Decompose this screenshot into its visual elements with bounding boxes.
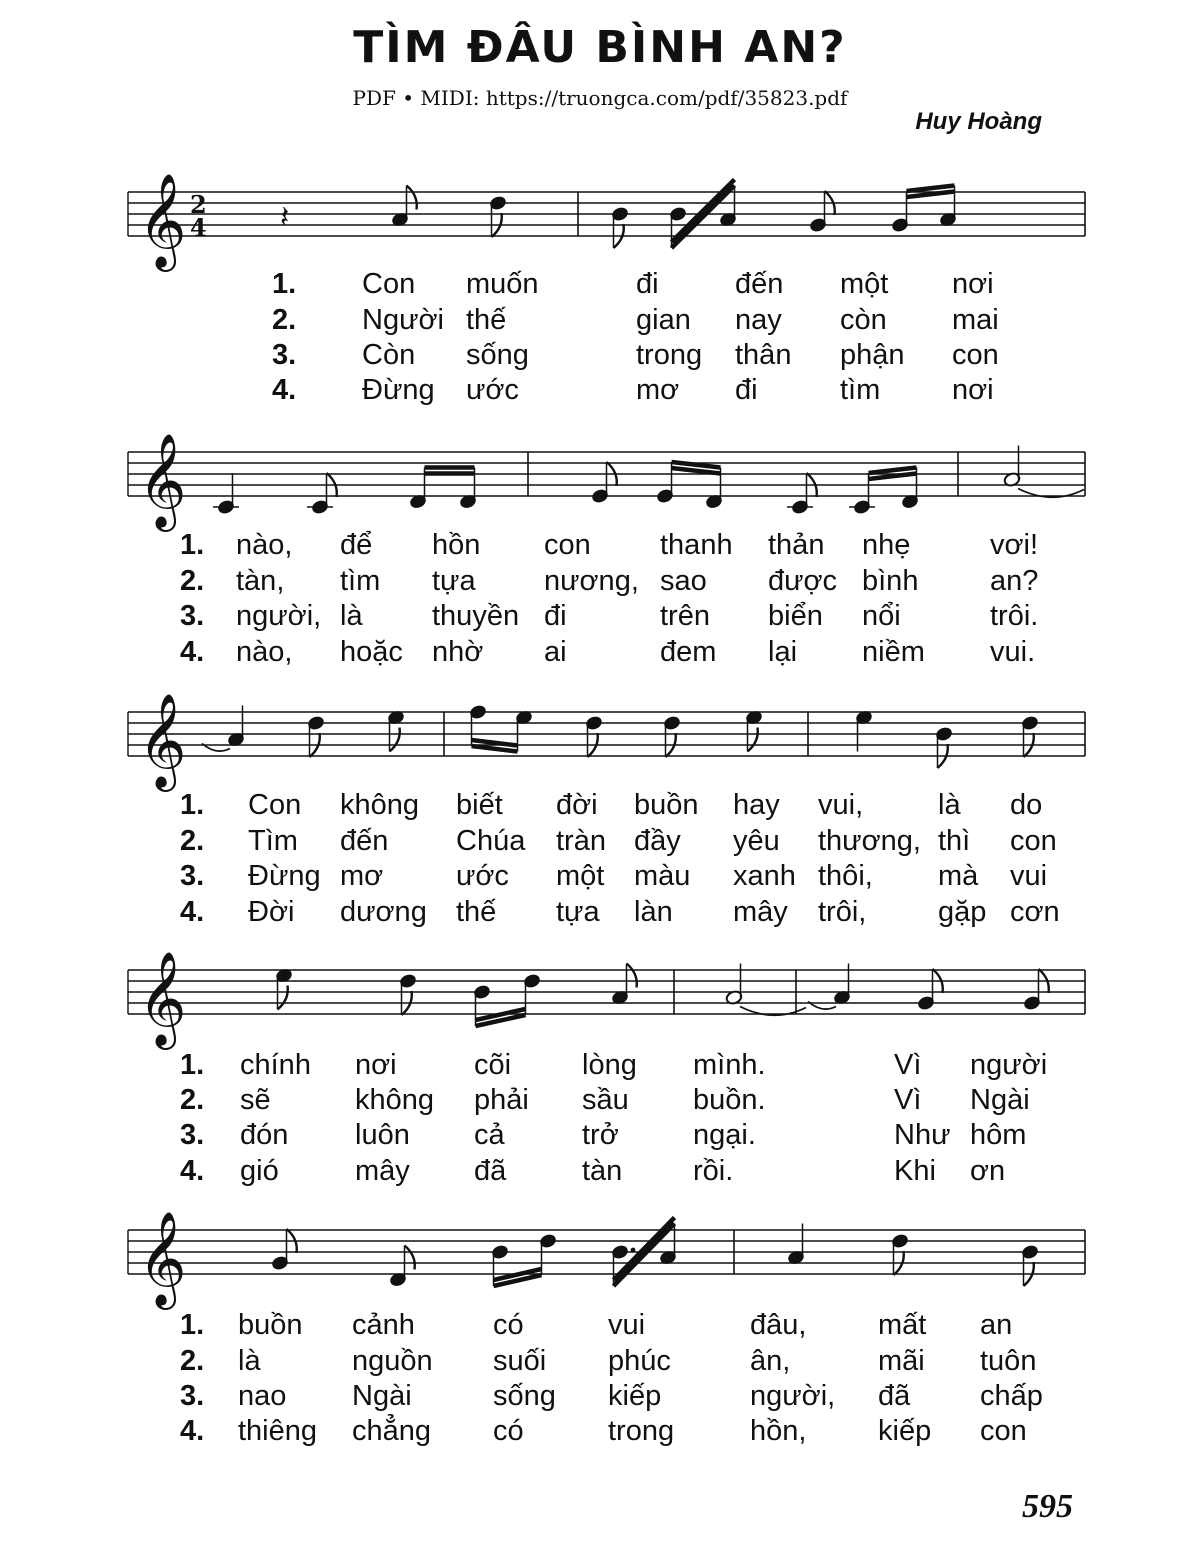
lyric-word: mây (733, 896, 788, 928)
song-title: TÌM ĐÂU BÌNH AN? (353, 22, 847, 73)
lyric-word: thế (466, 304, 507, 336)
lyric-word: hoặc (340, 636, 403, 668)
lyric-word: vui (608, 1309, 646, 1341)
treble-clef-icon: 𝄞 (138, 693, 187, 788)
lyric-word: được (768, 565, 838, 597)
lyric-word: biển (768, 600, 823, 632)
verse-number: 3. (272, 339, 297, 371)
lyric-line (0, 268, 1200, 304)
lyric-word: lại (768, 636, 798, 668)
verse-number: 1. (180, 529, 205, 561)
lyric-word: xanh (733, 860, 796, 892)
lyric-line (0, 1119, 1200, 1155)
lyric-word: cảnh (352, 1309, 415, 1341)
lyric-word: chẳng (352, 1415, 432, 1447)
lyric-line (0, 339, 1200, 375)
lyric-word: Như (894, 1119, 951, 1151)
note-flag (407, 186, 417, 210)
lyric-word: thiêng (238, 1415, 318, 1447)
lyric-word: sầu (582, 1084, 629, 1116)
lyric-line (0, 1380, 1200, 1416)
lyric-word: Con (248, 789, 302, 821)
lyric-word: ngại. (693, 1119, 756, 1151)
lyric-word: ước (456, 860, 509, 892)
lyric-line (0, 1345, 1200, 1381)
lyric-word: là (340, 600, 363, 632)
lyric-word: thì (938, 825, 971, 857)
lyric-word: mơ (636, 374, 680, 406)
lyric-word: ân, (750, 1345, 791, 1377)
lyric-word: chính (240, 1049, 311, 1081)
lyric-word: cả (474, 1119, 505, 1151)
lyric-line (0, 600, 1200, 636)
verse-number: 2. (180, 1084, 205, 1116)
lyric-word: ước (466, 374, 519, 406)
lyric-word: phúc (608, 1345, 671, 1377)
lyric-word: tìm (840, 374, 881, 406)
lyric-word: có (493, 1415, 524, 1447)
lyric-word: do (1010, 789, 1043, 821)
lyric-line (0, 304, 1200, 340)
lyric-word: nhẹ (862, 529, 911, 561)
lyric-word: thản (768, 529, 825, 561)
lyric-word: vui (1010, 860, 1048, 892)
treble-clef-icon: 𝄞 (138, 173, 187, 268)
lyric-word: đi (636, 268, 659, 300)
lyric-word: con (952, 339, 999, 371)
lyric-word: trở (582, 1119, 619, 1151)
lyric-word: còn (840, 304, 887, 336)
treble-clef-icon: 𝄞 (138, 951, 187, 1046)
lyric-word: trôi, (818, 896, 867, 928)
lyric-line (0, 1155, 1200, 1191)
lyric-word: cơn (1010, 896, 1060, 928)
verse-number: 3. (180, 860, 205, 892)
lyric-word: nào, (236, 636, 293, 668)
lyric-word: phận (840, 339, 905, 371)
lyric-word: chấp (980, 1380, 1043, 1412)
lyric-word: đầy (634, 825, 681, 857)
lyric-word: tựa (432, 565, 476, 597)
lyric-word: thôi, (818, 860, 873, 892)
verse-number: 1. (180, 1309, 205, 1341)
lyric-line (0, 896, 1200, 932)
note-flag (748, 728, 758, 752)
lyric-word: có (493, 1309, 524, 1341)
lyric-word: ai (544, 636, 567, 668)
lyric-word: thương, (818, 825, 921, 857)
lyric-line (0, 825, 1200, 861)
lyric-word: đời (556, 789, 598, 821)
verse-number: 2. (180, 825, 205, 857)
composer-name: Huy Hoàng (915, 108, 1042, 135)
note-flag (390, 728, 400, 752)
lyric-word: nơi (952, 374, 994, 406)
lyric-word: nay (735, 304, 782, 336)
lyric-word: tàn (582, 1155, 623, 1187)
lyric-word: niềm (862, 636, 925, 668)
lyric-word: Đời (248, 896, 295, 928)
lyric-word: bình (862, 565, 919, 597)
lyric-word: hôm (970, 1119, 1027, 1151)
lyric-word: Vì (894, 1084, 922, 1116)
lyric-word: thế (456, 896, 497, 928)
lyric-word: Đừng (248, 860, 321, 892)
lyric-line (0, 1415, 1200, 1451)
lyric-word: màu (634, 860, 691, 892)
lyric-word: đâu, (750, 1309, 807, 1341)
lyric-word: để (340, 529, 373, 561)
verse-number: 2. (272, 304, 297, 336)
lyric-word: gặp (938, 896, 987, 928)
lyric-word: vui. (990, 636, 1036, 668)
lyric-word: trên (660, 600, 710, 632)
lyric-word: Chúa (456, 825, 526, 857)
lyric-word: sống (493, 1380, 556, 1412)
lyric-word: người, (236, 600, 322, 632)
note-flag (627, 964, 637, 988)
lyric-word: gió (240, 1155, 279, 1187)
lyric-line (0, 1049, 1200, 1085)
lyric-word: tựa (556, 896, 600, 928)
verse-number: 1. (180, 789, 205, 821)
lyric-word: người, (750, 1380, 836, 1412)
lyric-word: tìm (340, 565, 381, 597)
verse-number: 4. (180, 636, 205, 668)
lyric-word: an (980, 1309, 1013, 1341)
lyric-word: sống (466, 339, 529, 371)
treble-clef-icon: 𝄞 (138, 1211, 187, 1306)
lyric-word: đi (735, 374, 758, 406)
lyric-word: nổi (862, 600, 901, 632)
verse-number: 4. (180, 896, 205, 928)
lyric-word: hồn (432, 529, 481, 561)
lyric-word: Người (362, 304, 444, 336)
lyric-word: phải (474, 1084, 529, 1116)
verse-number: 3. (180, 600, 205, 632)
lyric-word: nhờ (432, 636, 484, 668)
lyric-word: vui, (818, 789, 864, 821)
lyric-word: Ngài (970, 1084, 1030, 1116)
lyric-word: gian (636, 304, 691, 336)
lyric-word: yêu (733, 825, 780, 857)
lyric-word: suối (493, 1345, 547, 1377)
lyric-word: là (938, 789, 961, 821)
lyric-word: dương (340, 896, 427, 928)
lyric-word: làn (634, 896, 673, 928)
verse-number: 3. (180, 1119, 205, 1151)
lyric-word: nơi (355, 1049, 397, 1081)
lyric-word: đi (544, 600, 567, 632)
lyric-word: một (556, 860, 605, 892)
lyric-word: mơ (340, 860, 384, 892)
lyric-word: an? (990, 565, 1039, 597)
lyric-line (0, 860, 1200, 896)
lyric-word: thân (735, 339, 792, 371)
lyric-word: trong (608, 1415, 675, 1447)
lyric-line (0, 1309, 1200, 1345)
lyric-word: rồi. (693, 1155, 734, 1187)
lyric-word: mình. (693, 1049, 766, 1081)
quarter-rest-icon: 𝄽 (280, 200, 290, 236)
lyric-word: nào, (236, 529, 293, 561)
lyric-word: Vì (894, 1049, 922, 1081)
verse-number: 3. (180, 1380, 205, 1412)
lyric-word: Con (362, 268, 416, 300)
lyric-word: nao (238, 1380, 287, 1412)
time-signature-top: 2 (190, 190, 207, 219)
lyric-word: sao (660, 565, 707, 597)
lyric-word: tràn (556, 825, 606, 857)
lyric-word: thanh (660, 529, 733, 561)
lyric-word: vơi! (990, 529, 1039, 561)
lyric-word: không (340, 789, 420, 821)
lyric-word: tuôn (980, 1345, 1037, 1377)
lyric-word: mây (355, 1155, 410, 1187)
lyric-word: người (970, 1049, 1048, 1081)
lyric-word: sẽ (240, 1084, 271, 1116)
lyric-word: thuyền (432, 600, 520, 632)
lyric-word: nguồn (352, 1345, 433, 1377)
lyric-word: ơn (970, 1155, 1006, 1187)
lyric-line (0, 565, 1200, 601)
lyric-word: Còn (362, 339, 416, 371)
verse-number: 2. (180, 565, 205, 597)
lyric-line (0, 374, 1200, 410)
lyric-word: không (355, 1084, 435, 1116)
lyric-word: mất (878, 1309, 927, 1341)
lyric-word: tàn, (236, 565, 285, 597)
lyric-word: một (840, 268, 889, 300)
source-link[interactable]: PDF • MIDI: https://truongca.com/pdf/35823.pdf (352, 86, 848, 110)
note-flag (405, 1246, 415, 1270)
lyric-word: nương, (544, 565, 639, 597)
lyric-word: trong (636, 339, 703, 371)
lyric-word: đã (878, 1380, 911, 1412)
lyric-word: Tìm (248, 825, 298, 857)
lyric-word: muốn (466, 268, 539, 300)
lyric-word: đã (474, 1155, 507, 1187)
lyric-word: buồn. (693, 1084, 766, 1116)
lyric-word: nơi (952, 268, 994, 300)
lyric-word: con (544, 529, 591, 561)
lyric-word: đón (240, 1119, 289, 1151)
lyric-word: trôi. (990, 600, 1039, 632)
note-flag (278, 986, 288, 1010)
lyric-word: buồn (634, 789, 699, 821)
lyric-word: đến (735, 268, 784, 300)
verse-number: 1. (180, 1049, 205, 1081)
lyric-word: buồn (238, 1309, 303, 1341)
treble-clef-icon: 𝄞 (138, 433, 187, 528)
lyric-word: con (980, 1415, 1027, 1447)
lyric-word: kiếp (608, 1380, 662, 1412)
verse-number: 1. (272, 268, 297, 300)
lyric-line (0, 789, 1200, 825)
verse-number: 4. (180, 1415, 205, 1447)
lyric-word: cõi (474, 1049, 512, 1081)
lyric-word: Khi (894, 1155, 936, 1187)
lyric-word: là (238, 1345, 261, 1377)
lyric-word: đem (660, 636, 717, 668)
note-dot (631, 1248, 636, 1253)
time-signature-bottom: 4 (190, 213, 207, 242)
lyric-word: hồn, (750, 1415, 807, 1447)
lyric-word: Đừng (362, 374, 435, 406)
lyric-word: mai (952, 304, 999, 336)
verse-number: 4. (180, 1155, 205, 1187)
lyric-word: kiếp (878, 1415, 932, 1447)
verse-number: 2. (180, 1345, 205, 1377)
lyric-word: Ngài (352, 1380, 412, 1412)
lyric-word: hay (733, 789, 780, 821)
page-number: 595 (1022, 1488, 1073, 1525)
lyric-word: biết (456, 789, 503, 821)
lyric-word: luôn (355, 1119, 410, 1151)
lyric-word: con (1010, 825, 1057, 857)
lyric-line (0, 1084, 1200, 1120)
lyric-word: mà (938, 860, 979, 892)
lyric-word: mãi (878, 1345, 925, 1377)
lyric-line (0, 636, 1200, 672)
verse-number: 4. (272, 374, 297, 406)
lyric-word: đến (340, 825, 389, 857)
lyric-line (0, 529, 1200, 565)
lyric-word: lòng (582, 1049, 637, 1081)
